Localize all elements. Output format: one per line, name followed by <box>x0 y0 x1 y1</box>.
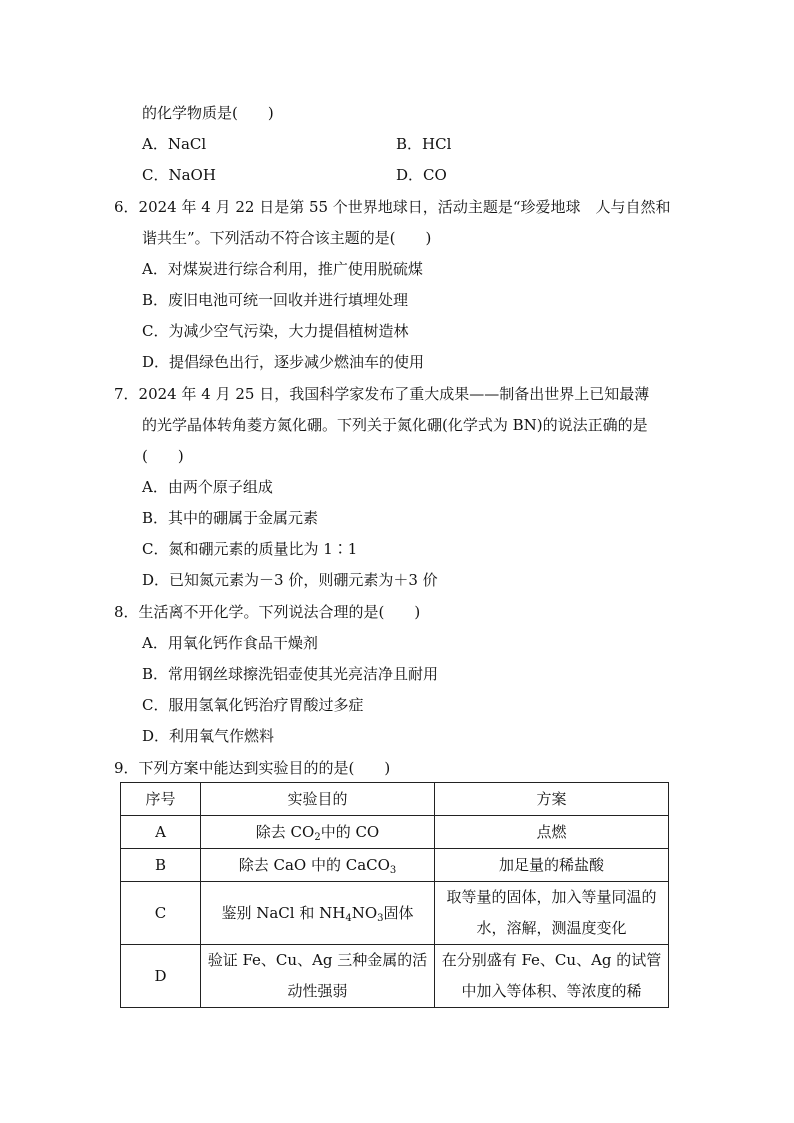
q8-stem-line1: 8．生活离不开化学。下列说法合理的是( ) <box>114 603 421 621</box>
table-header-row <box>121 783 669 816</box>
table-row <box>121 849 669 882</box>
q7-stem-line3: ( ) <box>142 447 184 465</box>
row-b-plan: 加足量的稀盐酸 <box>435 849 669 882</box>
q8-option-a: A．用氧化钙作食品干燥剂 <box>142 634 318 652</box>
q7-option-a: A．由两个原子组成 <box>142 478 273 496</box>
table-row <box>121 816 669 849</box>
q6-stem-line2: 谐共生”。下列活动不符合该主题的是( ) <box>142 229 432 247</box>
row-a-goal: 除去 $CO_2$中的 CO <box>201 816 435 849</box>
q5-option-c: C．NaOH <box>142 166 216 184</box>
header-goal: 实验目的 <box>201 783 435 816</box>
row-b-id: B <box>121 849 201 882</box>
q7-option-d: D．已知氮元素为－3 价，则硼元素为＋3 价 <box>142 571 438 589</box>
row-d-id: D <box>121 945 201 1008</box>
row-d-goal: 验证 Fe、Cu、Ag 三种金属的活 动性强弱 <box>201 945 435 1008</box>
q8-option-c: C．服用氢氧化钙治疗胃酸过多症 <box>142 696 364 714</box>
q5-option-a: A．NaCl <box>142 135 207 153</box>
row-a-plan: 点燃 <box>435 816 669 849</box>
q7-option-b: B．其中的硼属于金属元素 <box>142 509 319 527</box>
table-row <box>121 945 669 1008</box>
q6-option-a: A．对煤炭进行综合利用，推广使用脱硫煤 <box>142 260 423 278</box>
q8-option-b: B．常用钢丝球擦洗铝壶使其光亮洁净且耐用 <box>142 665 439 683</box>
q5-option-b: B．HCl <box>396 135 452 153</box>
q6-stem-line1: 6．2024 年 4 月 22 日是第 55 个世界地球日，活动主题是“珍爱地球 人与自然和 <box>114 198 671 216</box>
q5-option-d: D．CO <box>396 166 447 184</box>
row-c-id: C <box>121 882 201 945</box>
q6-option-b: B．废旧电池可统一回收并进行填埋处理 <box>142 291 409 309</box>
row-a-id: A <box>121 816 201 849</box>
q6-option-d: D．提倡绿色出行，逐步减少燃油车的使用 <box>142 353 425 371</box>
q5-stem-tail: 的化学物质是( ) <box>142 104 274 122</box>
header-plan: 方案 <box>435 783 669 816</box>
q6-option-c: C．为减少空气污染，大力提倡植树造林 <box>142 322 409 340</box>
row-b-goal: 除去 CaO 中的 CaCO$_3$ <box>201 849 435 882</box>
header-id: 序号 <box>121 783 201 816</box>
q7-stem-line2: 的光学晶体转角菱方氮化硼。下列关于氮化硼(化学式为 BN)的说法正确的是 <box>142 416 648 434</box>
q7-option-c: C．氮和硼元素的质量比为 1∶1 <box>142 540 358 558</box>
row-d-plan: 在分别盛有 Fe、Cu、Ag 的试管 中加入等体积、等浓度的稀 <box>435 945 669 1008</box>
q7-stem-line1: 7．2024 年 4 月 25 日，我国科学家发布了重大成果——制备出世界上已知最薄 <box>114 385 650 403</box>
row-c-plan: 取等量的固体，加入等量同温的 水，溶解，测温度变化 <box>435 882 669 945</box>
row-c-goal: 鉴别 NaCl 和 $NH_4NO_3$固体 <box>201 882 435 945</box>
q9-stem-line1: 9．下列方案中能达到实验目的的是( ) <box>114 759 391 777</box>
table-row <box>121 882 669 945</box>
q8-option-d: D．利用氧气作燃料 <box>142 727 275 745</box>
q9-plan-table <box>120 782 669 1008</box>
